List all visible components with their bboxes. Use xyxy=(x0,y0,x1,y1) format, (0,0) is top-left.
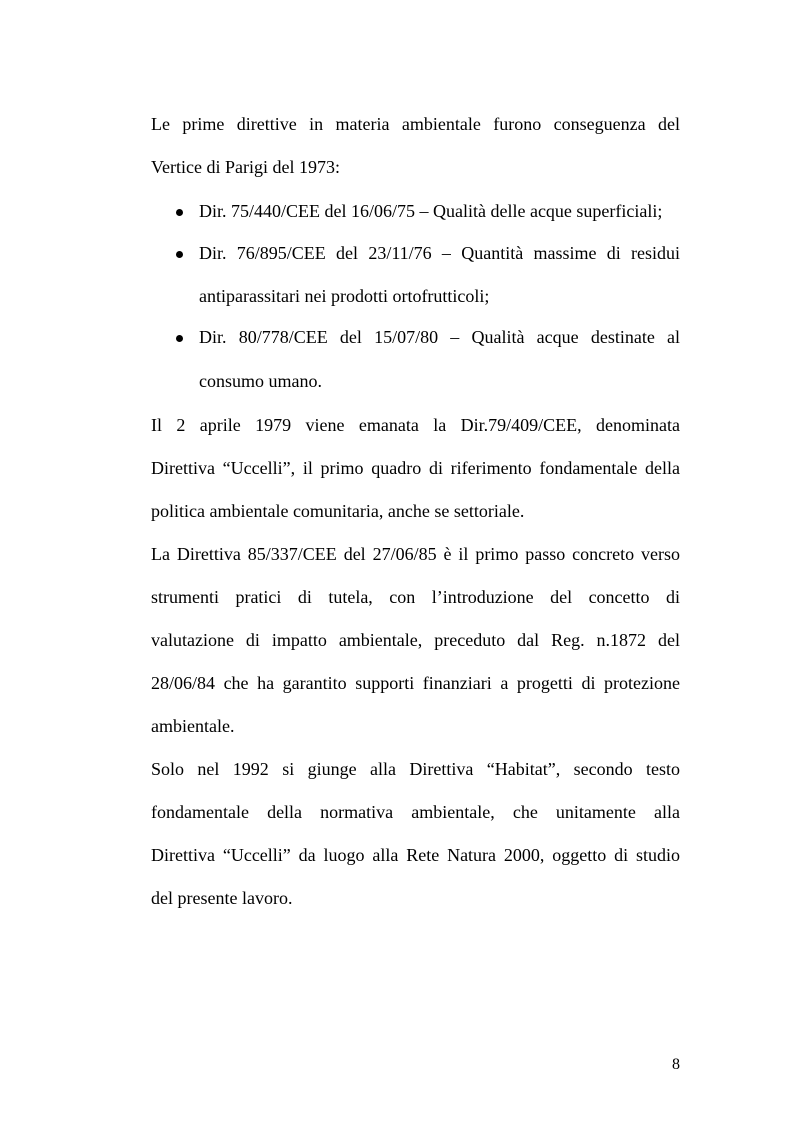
text-line: Direttiva “Uccelli”, il primo quadro di riferimento fondamentale della xyxy=(151,458,680,478)
page-number: 8 xyxy=(672,1056,680,1073)
text-line: Il 2 aprile 1979 viene emanata la Dir.79/409/CEE, denominata xyxy=(151,415,680,435)
text-line: strumenti pratici di tutela, con l’introduzione del concetto di xyxy=(151,587,680,607)
text-line: ambientale. xyxy=(151,716,235,736)
text-line: 28/06/84 che ha garantito supporti finanziari a progetti di protezione xyxy=(151,673,680,693)
text-line: Dir. 80/778/CEE del 15/07/80 – Qualità acque destinate al xyxy=(199,327,680,347)
text-line: La Direttiva 85/337/CEE del 27/06/85 è il primo passo concreto verso xyxy=(151,544,680,564)
text-line: Dir. 75/440/CEE del 16/06/75 – Qualità delle acque superficiali; xyxy=(199,201,663,221)
text-line: fondamentale della normativa ambientale, che unitamente alla xyxy=(151,802,680,822)
text-line: Vertice di Parigi del 1973: xyxy=(151,157,340,177)
text-line: consumo umano. xyxy=(199,371,322,391)
bullet-icon xyxy=(176,251,183,258)
text-line: Dir. 76/895/CEE del 23/11/76 – Quantità massime di residui xyxy=(199,243,680,263)
text-line: Direttiva “Uccelli” da luogo alla Rete Natura 2000, oggetto di studio xyxy=(151,845,680,865)
text-line: valutazione di impatto ambientale, preceduto dal Reg. n.1872 del xyxy=(151,630,680,650)
text-line: politica ambientale comunitaria, anche se settoriale. xyxy=(151,501,525,521)
text-line: del presente lavoro. xyxy=(151,888,293,908)
text-line: antiparassitari nei prodotti ortofrutticoli; xyxy=(199,286,490,306)
bullet-icon xyxy=(176,335,183,342)
bullet-icon xyxy=(176,209,183,216)
text-line: Solo nel 1992 si giunge alla Direttiva “Habitat”, secondo testo xyxy=(151,759,680,779)
text-line: Le prime direttive in materia ambientale furono conseguenza del xyxy=(151,114,680,134)
